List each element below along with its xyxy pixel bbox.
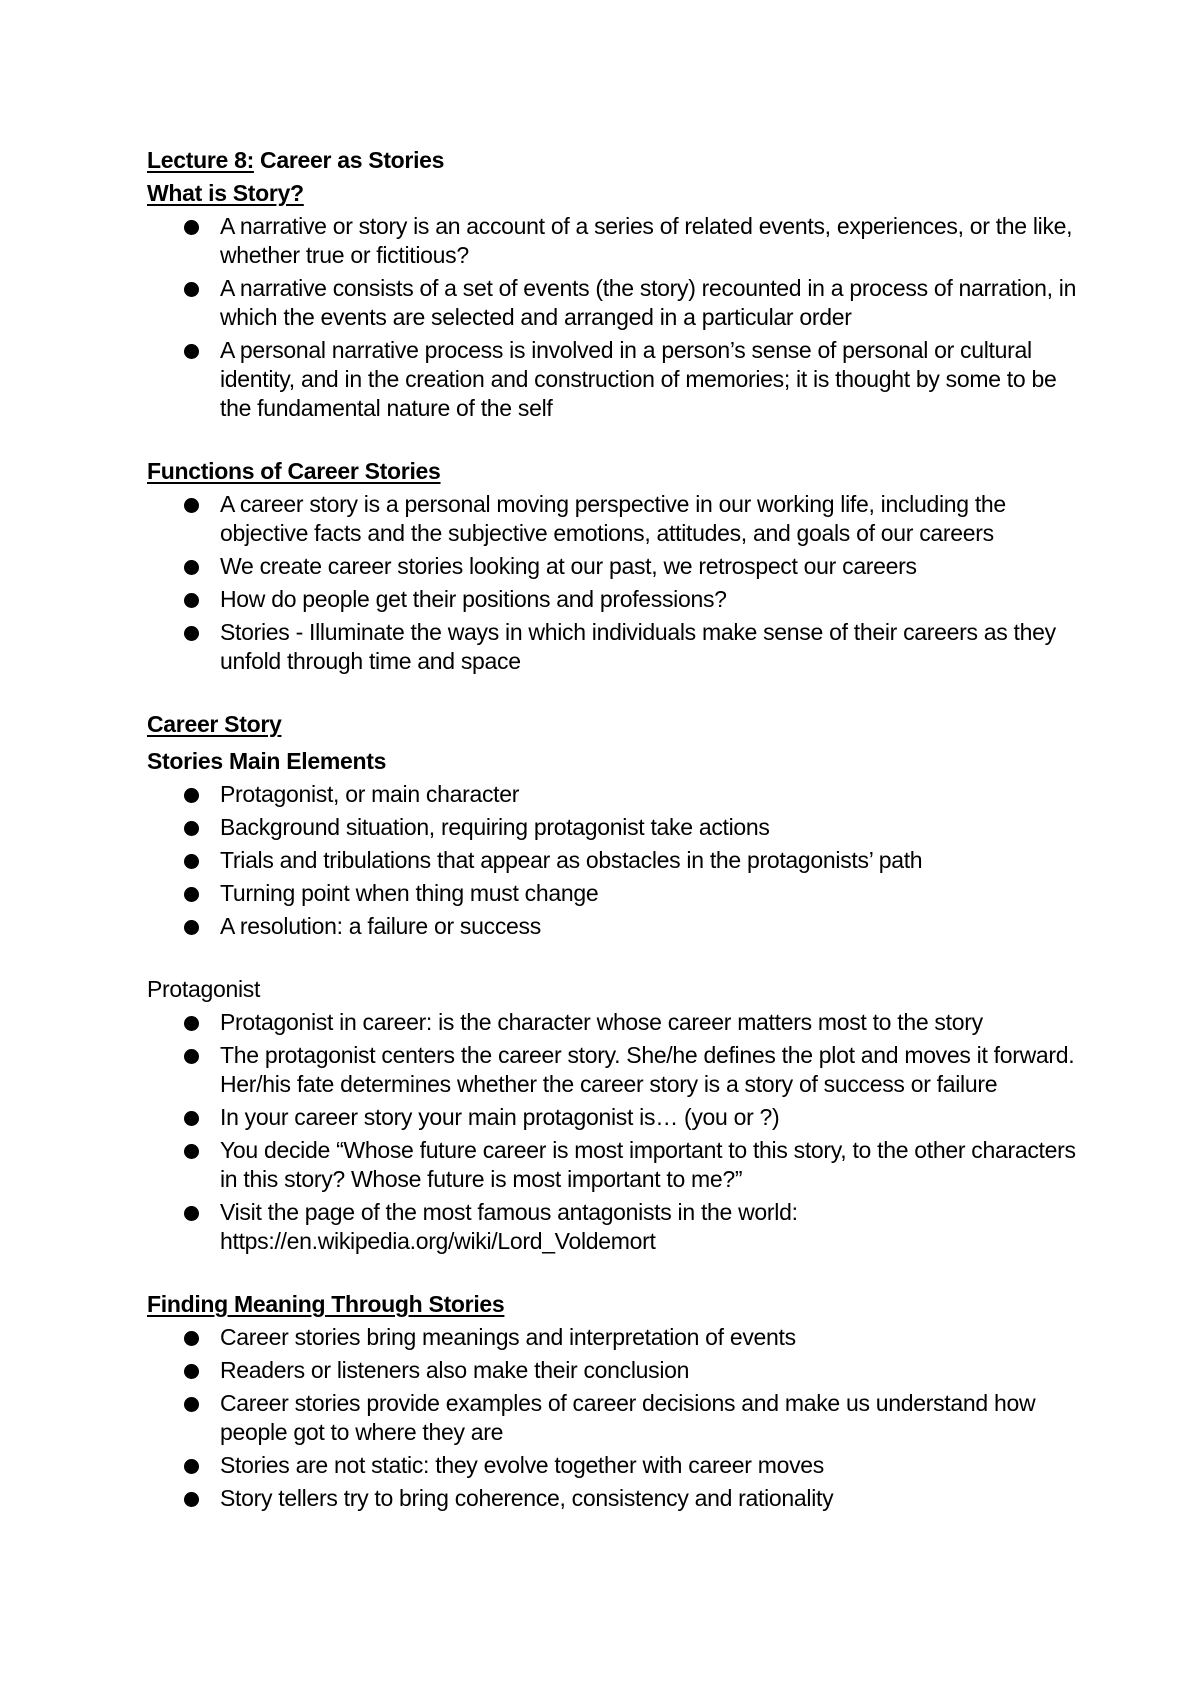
section-heading-finding-meaning: Finding Meaning Through Stories: [147, 1291, 505, 1317]
list-item: Trials and tribulations that appear as obstacles in the protagonists’ path: [220, 846, 1087, 875]
list-item: A narrative or story is an account of a series of related events, experiences, or the like, whether true or fictitious?: [220, 212, 1087, 270]
lecture-label: Lecture 8:: [147, 147, 254, 173]
list-item: The protagonist centers the career story. She/he defines the plot and moves it forward. Her/his fate determines whether the career story is a story of success or failure: [220, 1041, 1087, 1099]
list-item: In your career story your main protagonist is… (you or ?): [220, 1103, 1087, 1132]
list-item: Background situation, requiring protagonist take actions: [220, 813, 1087, 842]
subheading-main-elements: Stories Main Elements: [147, 748, 387, 774]
list-item: You decide “Whose future career is most important to this story, to the other characters in this story? Whose future is most important to me?”: [220, 1136, 1087, 1194]
list-item: Story tellers try to bring coherence, consistency and rationality: [220, 1484, 1087, 1513]
document-body: [147, 146, 1087, 1517]
list-item: Readers or listeners also make their conclusion: [220, 1356, 1087, 1385]
list-item: Visit the page of the most famous antagonists in the world: https://en.wikipedia.org/wiki/Lord_Voldemort: [220, 1198, 1087, 1256]
protagonist-list: [147, 1008, 1087, 1256]
list-item: A personal narrative process is involved in a person’s sense of personal or cultural identity, and in the creation and construction of memories; it is thought by some to be the fundamental nature of the self: [220, 336, 1087, 423]
finding-meaning-list: [147, 1323, 1087, 1513]
main-elements-list: [147, 780, 1087, 941]
lecture-title: [147, 146, 1087, 175]
section-heading-protagonist: Protagonist: [147, 976, 261, 1002]
lecture-title-text: Career as Stories: [253, 147, 445, 173]
list-item: How do people get their positions and professions?: [220, 585, 1087, 614]
what-is-story-list: [147, 212, 1087, 423]
list-item: A narrative consists of a set of events (the story) recounted in a process of narration, in which the events are selected and arranged in a particular order: [220, 274, 1087, 332]
list-item: Protagonist in career: is the character whose career matters most to the story: [220, 1008, 1087, 1037]
functions-list: [147, 490, 1087, 676]
list-item: Protagonist, or main character: [220, 780, 1087, 809]
list-item: Stories - Illuminate the ways in which individuals make sense of their careers as they unfold through time and space: [220, 618, 1087, 676]
list-item: Turning point when thing must change: [220, 879, 1087, 908]
list-item: A resolution: a failure or success: [220, 912, 1087, 941]
section-heading-career-story: Career Story: [147, 711, 282, 737]
list-item: We create career stories looking at our past, we retrospect our careers: [220, 552, 1087, 581]
list-item: Career stories bring meanings and interpretation of events: [220, 1323, 1087, 1352]
section-heading-what-is-story: What is Story?: [147, 180, 304, 206]
section-heading-functions: Functions of Career Stories: [147, 458, 441, 484]
list-item: Career stories provide examples of career decisions and make us understand how people got to where they are: [220, 1389, 1087, 1447]
list-item: A career story is a personal moving perspective in our working life, including the objective facts and the subjective emotions, attitudes, and goals of our careers: [220, 490, 1087, 548]
list-item: Stories are not static: they evolve together with career moves: [220, 1451, 1087, 1480]
